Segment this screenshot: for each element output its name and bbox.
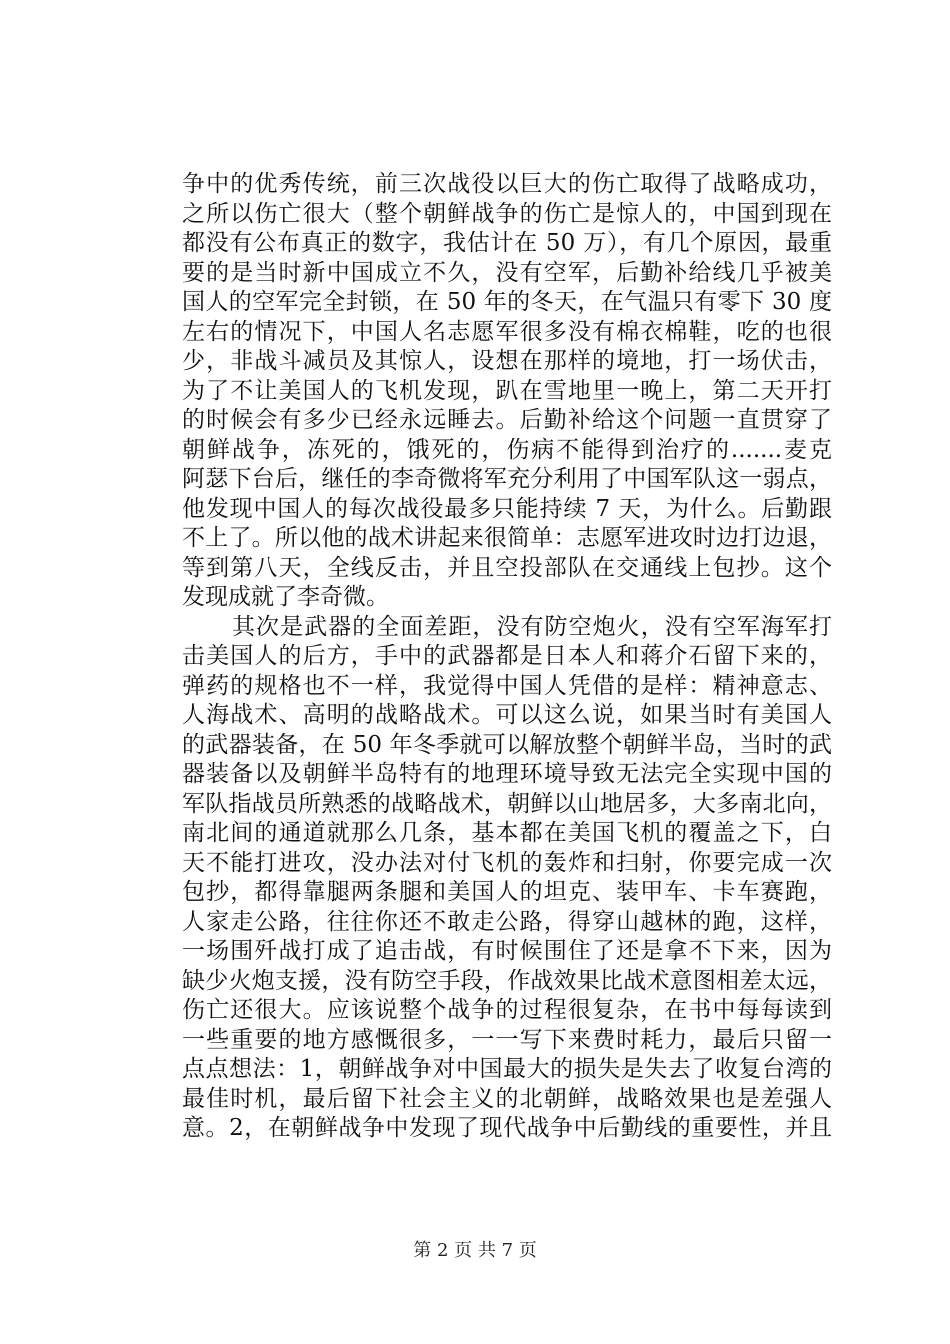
body-text-line: 之所以伤亡很大（整个朝鲜战争的伤亡是惊人的，中国到现在 (182, 200, 832, 227)
body-text-line: 他发现中国人的每次战役最多只能持续 7 天，为什么。后勤跟 (182, 495, 832, 522)
body-text-line: 一些重要的地方感慨很多，一一写下来费时耗力，最后只留一 (182, 1026, 832, 1053)
body-text-line: 弹药的规格也不一样，我觉得中国人凭借的是样：精神意志、 (182, 672, 832, 699)
body-text-line: 器装备以及朝鲜半岛特有的地理环境导致无法完全实现中国的 (182, 761, 832, 787)
body-text-line: 朝鲜战争，冻死的，饿死的，伤病不能得到治疗的.......麦克 (182, 436, 832, 463)
body-text-line: 伤亡还很大。应该说整个战争的过程很复杂，在书中每每读到 (182, 997, 832, 1023)
body-text-line: 等到第八天，全线反击，并且空投部队在交通线上包抄。这个 (182, 554, 832, 581)
body-text-line: 军队指战员所熟悉的战略战术，朝鲜以山地居多，大多南北向， (182, 790, 832, 817)
body-text-line: 点点想法：1，朝鲜战争对中国最大的损失是失去了收复台湾的 (182, 1056, 832, 1082)
paragraph-first-line: 其次是武器的全面差距，没有防空炮火，没有空军海军打 (232, 613, 832, 640)
body-text-line: 缺少火炮支援，没有防空手段，作战效果比战术意图相差太远， (182, 967, 832, 994)
body-text-line: 一场围歼战打成了追击战，有时候围住了还是拿不下来，因为 (182, 938, 832, 964)
body-text-line: 击美国人的后方，手中的武器都是日本人和蒋介石留下来的， (182, 643, 832, 669)
page-number-footer: 第 2 页 共 7 页 (413, 1240, 537, 1261)
body-text-line: 少，非战斗减员及其惊人，设想在那样的境地，打一场伏击， (182, 348, 832, 374)
body-text-line: 的武器装备，在 50 年冬季就可以解放整个朝鲜半岛，当时的武 (182, 731, 832, 758)
body-text-line: 天不能打进攻，没办法对付飞机的轰炸和扫射，你要完成一次 (182, 849, 832, 876)
body-text-line: 为了不让美国人的飞机发现，趴在雪地里一晚上，第二天开打 (182, 377, 832, 404)
body-text-line: 最佳时机，最后留下社会主义的北朝鲜，战略效果也是差强人 (182, 1085, 832, 1112)
body-text-line: 包抄，都得靠腿两条腿和美国人的坦克、装甲车、卡车赛跑， (182, 879, 832, 905)
body-text-line: 的时候会有多少已经永远睡去。后勤补给这个问题一直贯穿了 (182, 407, 832, 433)
body-text-line: 南北间的通道就那么几条，基本都在美国飞机的覆盖之下，白 (182, 820, 832, 846)
body-text-line: 发现成就了李奇微。 (182, 584, 389, 610)
body-text-line: 意。2，在朝鲜战争中发现了现代战争中后勤线的重要性，并且 (182, 1115, 832, 1141)
body-text-line: 左右的情况下，中国人名志愿军很多没有棉衣棉鞋，吃的也很 (182, 318, 832, 345)
body-text-line: 都没有公布真正的数字，我估计在 50 万），有几个原因，最重 (182, 230, 832, 256)
body-text-line: 人家走公路，往往你还不敢走公路，得穿山越林的跑，这样， (182, 908, 832, 935)
body-text-line: 国人的空军完全封锁，在 50 年的冬天，在气温只有零下 30 度 (182, 289, 832, 315)
body-text-line: 不上了。所以他的战术讲起来很简单：志愿军进攻时边打边退， (182, 525, 832, 551)
body-text-line: 要的是当时新中国成立不久，没有空军，后勤补给线几乎被美 (182, 259, 832, 286)
body-text-line: 人海战术、高明的战略战术。可以这么说，如果当时有美国人 (182, 702, 832, 728)
body-text-line: 争中的优秀传统，前三次战役以巨大的伤亡取得了战略成功， (182, 171, 832, 197)
body-text-line: 阿瑟下台后，继任的李奇微将军充分利用了中国军队这一弱点， (182, 466, 832, 492)
